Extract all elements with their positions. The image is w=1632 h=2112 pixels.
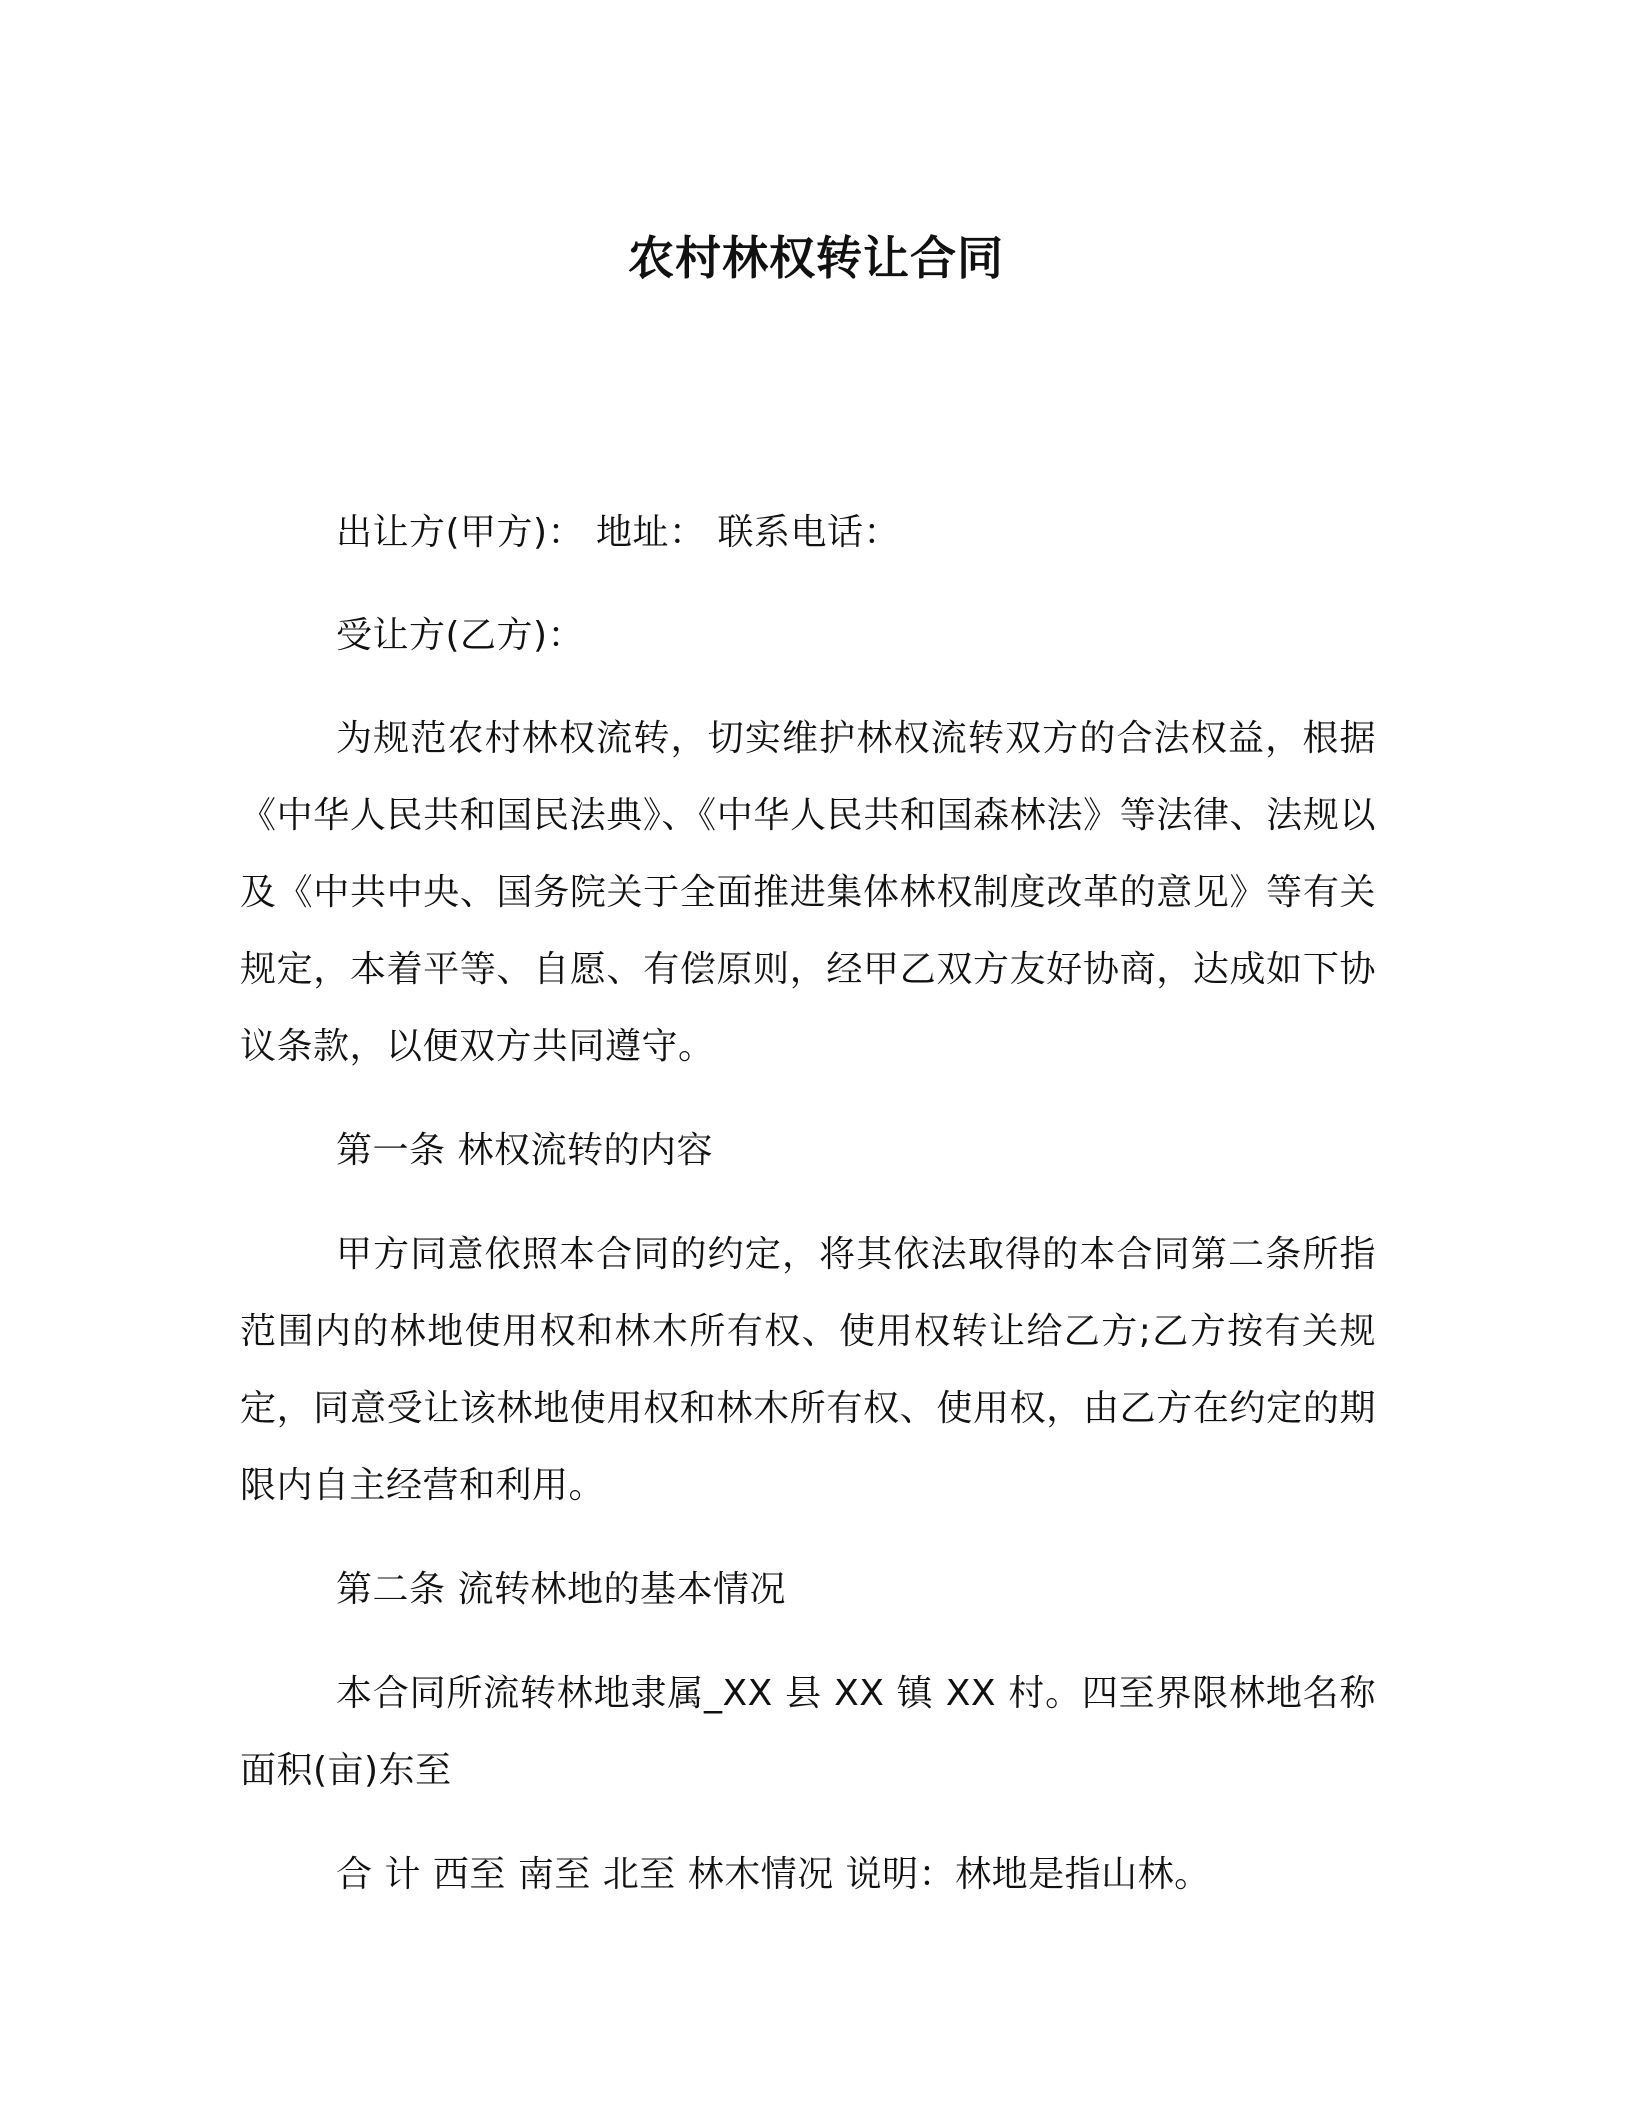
article-2-heading: 第二条 流转林地的基本情况 [336, 1569, 786, 1610]
document-body [240, 494, 1376, 1913]
preamble-paragraph: 为规范农村林权流转，切实维护林权流转双方的合法权益，根据《中华人民共和国民法典》、《中华人民共和国森林法》等法律、法规以及《中共中央、国务院关于全面推进集体林权制度改革的意见》等有关规定，本着平等、自愿、有偿原则，经甲乙双方友好协商，达成如下协议条款，以便双方共同遵守。 [240, 718, 1376, 1067]
article-2-table-line: 合 计 西至 南至 北至 林木情况 说明：林地是指山林。 [336, 1854, 1211, 1895]
article-1-heading: 第一条 林权流转的内容 [336, 1130, 713, 1171]
party-b-line: 受让方(乙方)： [336, 615, 585, 656]
article-2-body: 本合同所流转林地隶属_XX 县 XX 镇 XX 村。四至界限林地名称面积(亩)东至 [240, 1673, 1376, 1791]
article-1-body: 甲方同意依照本合同的约定，将其依法取得的本合同第二条所指范围内的林地使用权和林木所有权、使用权转让给乙方;乙方按有关规定，同意受让该林地使用权和林木所有权、使用权，由乙方在约定的期限内自主经营和利用。 [240, 1234, 1376, 1506]
document-title: 农村林权转让合同 [628, 231, 1004, 285]
party-a-line: 出让方(甲方)： 地址： 联系电话： [336, 512, 900, 553]
